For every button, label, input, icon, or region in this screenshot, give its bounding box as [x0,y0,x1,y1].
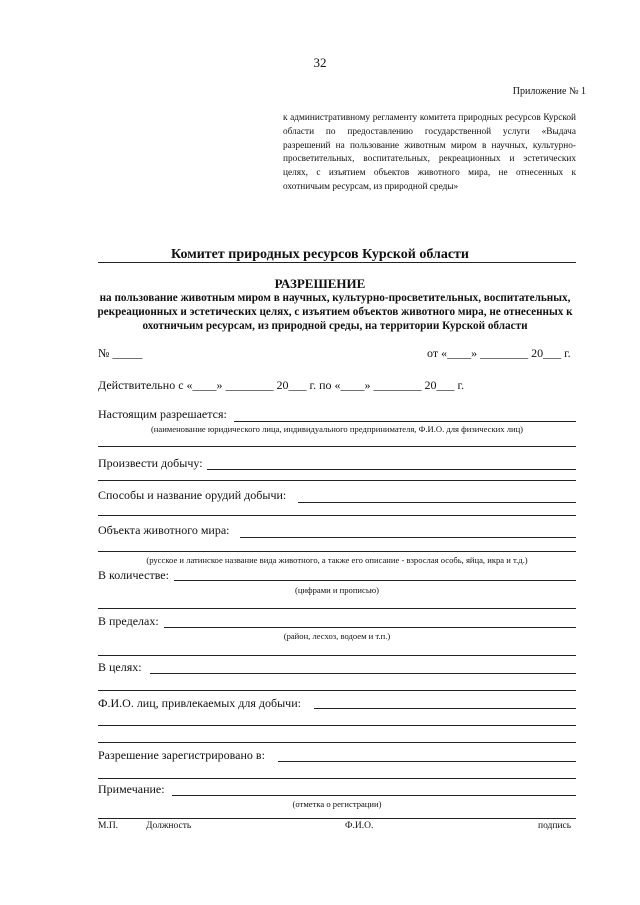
permitted-label: Настоящим разрешается: [98,407,227,421]
catch-line-2 [98,480,576,481]
methods-label: Способы и название орудий добычи: [98,488,287,502]
persons-line [314,708,576,709]
purpose-label: В целях: [98,660,142,674]
permitted-line [234,421,576,422]
registered-line-2 [98,778,576,779]
limits-label: В пределах: [98,614,159,628]
note-label: Примечание: [98,782,165,796]
object-line-2 [98,551,576,552]
persons-line-2 [98,725,576,726]
quantity-label: В количестве: [98,568,169,582]
object-label: Объекта животного мира: [98,523,230,537]
limits-line-2 [98,655,576,656]
validity-text: Действительно с «____» ________ 20___ г. по «____» ________ 20___ г. [98,378,465,392]
purpose-line-2 [98,690,576,691]
document-subtitle: на пользование животным миром в научных, культурно-просветительных, воспитательных, рекреационных и эстетических целях, с изъятием объектов животного мира, не отнесенных к охотничьим ресурсам, из природной среды, на территории Курской области [97,292,573,332]
methods-line [298,502,576,503]
quantity-hint: (цифрами и прописью) [294,585,380,595]
quantity-line-2 [98,608,576,609]
methods-line-2 [98,515,576,516]
permitted-line-2 [98,446,576,447]
limits-line [164,627,576,628]
note-hint: (отметка о регистрации) [292,799,382,809]
catch-label: Произвести добычу: [98,456,203,470]
footer-mp: М.П. [98,821,119,831]
footer-fio: Ф.И.О. [345,821,374,831]
committee-underline [98,262,576,263]
registered-line [278,761,576,762]
registered-label: Разрешение зарегистрировано в: [98,748,265,762]
object-line [240,537,576,538]
purpose-line [150,673,576,674]
committee-name: Комитет природных ресурсов Курской области [171,247,469,262]
note-line [172,795,576,796]
number-label: № _____ [98,346,143,360]
limits-hint: (район, лесхоз, водоем и т.п.) [283,631,391,641]
persons-label: Ф.И.О. лиц, привлекаемых для добычи: [98,696,301,710]
appendix-text: к административному регламенту комитета природных ресурсов Курской области по предоставлению государственной услуги «Выдача разрешений на пользование животным миром в научных, культурно-просветительных, воспитательных, рекреационных и эстетических целях, с изъятием объектов животного мира, не отнесенных к охотничьим ресурсам, из природной среды» [283,113,576,192]
page-number: 32 [313,55,327,70]
footer-position: Должность [146,821,192,831]
persons-line-3 [98,742,576,743]
quantity-line [174,580,576,581]
object-hint: (русское и латинское название вида животного, а также его описание - взрослая особь, яйца, икра и т.д.) [146,555,528,565]
appendix-label: Приложение № 1 [512,86,586,97]
note-line-2 [98,818,576,819]
document-title: РАЗРЕШЕНИЕ [274,276,366,291]
catch-line [207,469,576,470]
permitted-hint: (наименование юридического лица, индивидуального предпринимателя, Ф.И.О. для физических лиц) [150,424,524,434]
footer-signature: подпись [538,821,572,831]
date-label: от «____» ________ 20___ г. [427,346,571,360]
